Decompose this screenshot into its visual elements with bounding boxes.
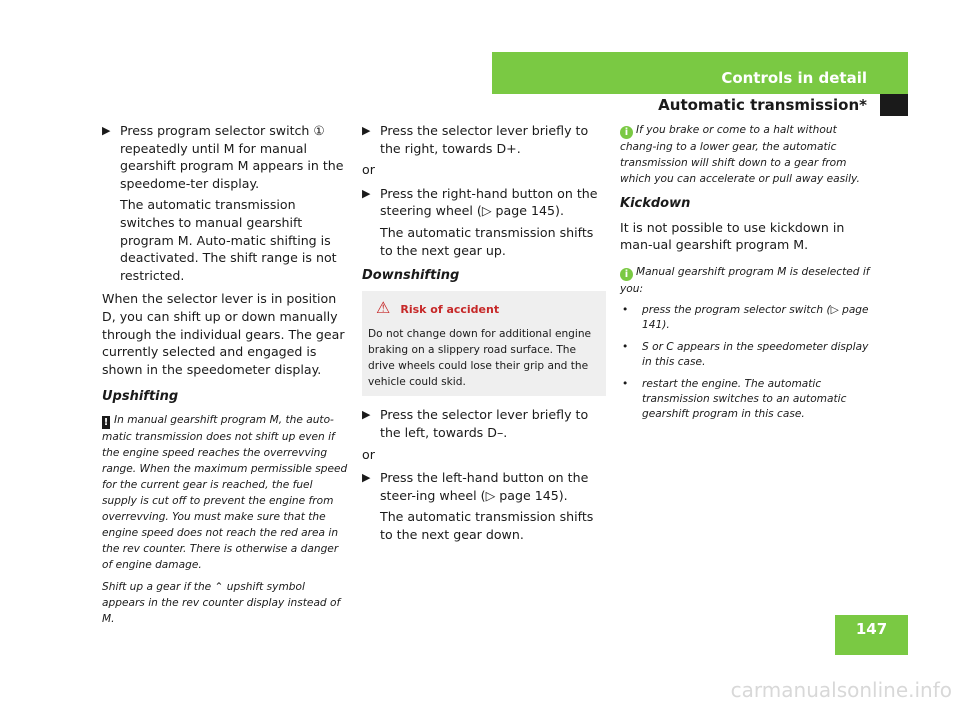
subsection-title: Automatic transmission* [658, 96, 867, 114]
info-note [620, 122, 870, 187]
caution-note [102, 412, 348, 573]
column-left [102, 122, 348, 633]
triangle-right-icon: ▶ [362, 471, 371, 485]
list-item-text: restart the engine. The automatic transmission switches to an automatic gearshift program in this case. [642, 377, 847, 420]
column-middle [362, 122, 606, 550]
info-note-text: If you brake or come to a halt without chang-ing to a lower gear, the automatic transmission will shift down to a gear from which you can accelerate or pull away easily. [620, 124, 860, 185]
step-result: The automatic transmission switches to manual gearshift program M. Auto-matic shifting is deactivated. The shift range is not restricted. [120, 197, 337, 283]
heading-upshifting: Upshifting [102, 389, 179, 405]
warning-title [368, 299, 600, 319]
bullet-icon: • [622, 340, 629, 353]
instruction-step [362, 406, 606, 441]
step-result: The automatic transmission shifts to the next gear up. [380, 224, 594, 258]
step-text: Press the selector lever briefly to the left, towards D–. [380, 407, 589, 440]
or-text: or [362, 162, 375, 178]
paragraph: When the selector lever is in position D, you can shift up or down manually through the individual gears. The gear currently selected and engaged is shown in the speedometer display. [102, 291, 345, 377]
instruction-step [362, 185, 606, 220]
list-item [620, 303, 870, 333]
column-right [620, 122, 870, 429]
triangle-right-icon: ▶ [102, 124, 111, 137]
list-item-text: press the program selector switch (▷ page 141). [642, 303, 869, 331]
warning-box [362, 291, 606, 397]
header-marker [880, 94, 908, 116]
list-item [620, 377, 870, 422]
section-title: Controls in detail [721, 69, 867, 87]
warning-title-text: Risk of accident [400, 302, 500, 316]
triangle-right-icon: ▶ [362, 186, 371, 200]
instruction-step [102, 122, 348, 192]
instruction-step [362, 122, 606, 157]
triangle-right-icon: ▶ [362, 408, 371, 422]
info-note [620, 264, 870, 297]
list-item [620, 340, 870, 370]
caution-note-text: In manual gearshift program M, the auto-matic transmission does not shift up even if the engine speed reaches the overrevving range. When the maximum permissible speed for the current gear is reached, the fuel supply is cut off to prevent the engine from overrevving. You must make sure that the engine speed does not reach the red area in the rev counter. There is otherwise a danger of engine damage. [102, 413, 348, 571]
exclamation-icon: ! [103, 416, 109, 428]
step-text: Press the selector lever briefly to the right, towards D+. [380, 123, 589, 156]
heading-kickdown: Kickdown [620, 196, 691, 211]
note-text: Shift up a gear if the ⌃ upshift symbol appears in the rev counter display instead of M. [102, 580, 341, 625]
step-text: Press the left-hand button on the steer-ing wheel (▷ page 145). [380, 470, 589, 503]
step-text: Press the right-hand button on the steering wheel (▷ page 145). [380, 185, 598, 219]
instruction-step [362, 469, 606, 504]
info-note-text: Manual gearshift program M is deselected if you: [620, 265, 870, 295]
bullet-icon: • [622, 303, 629, 316]
info-icon: i [620, 268, 633, 281]
page-number: 147 [855, 620, 888, 638]
watermark: carmanualsonline.info [730, 678, 952, 702]
triangle-right-icon: ▶ [362, 124, 371, 137]
warning-text: Do not change down for additional engine braking on a slippery road surface. The drive wheels could lose their grip and the vehicle could skid. [368, 328, 592, 389]
info-icon: i [620, 126, 633, 139]
step-result: The automatic transmission shifts to the next gear down. [380, 509, 594, 542]
or-text: or [362, 446, 375, 462]
step-text: Press program selector switch ① repeatedly until M for manual gearshift program M appears in the speedome-ter display. [120, 123, 344, 191]
bullet-icon: • [622, 377, 629, 390]
paragraph: It is not possible to use kickdown in man-ual gearshift program M. [620, 219, 845, 253]
warning-triangle-icon: ⚠ [376, 297, 391, 317]
heading-downshifting: Downshifting [362, 268, 460, 284]
list-item-text: S or C appears in the speedometer display in this case. [642, 340, 869, 368]
